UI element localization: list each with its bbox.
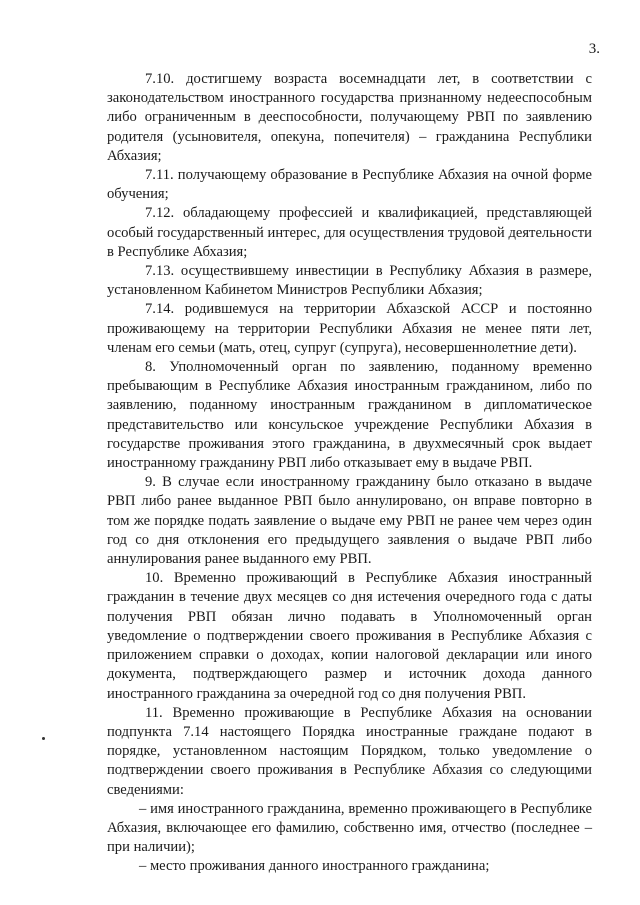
page-number: 3.: [588, 41, 600, 57]
paragraph-7-10: 7.10. достигшему возраста восемнадцати лет, в соответствии с законодательством иностранного государства признанному недееспособным либо ограниченным в дееспособности, получающему РВП по заявлению родителя (усыновителя, опекуна, попечителя) – гражданина Республики Абхазия;: [107, 71, 592, 164]
paragraph-7-11: 7.11. получающему образование в Республике Абхазия на очной форме обучения;: [107, 167, 592, 203]
paragraph-9: 9. В случае если иностранному гражданину было отказано в выдаче РВП либо ранее выданное РВП было аннулировано, он вправе повторно в том же порядке подать заявление о выдаче ему РВП не ранее чем через один год со дня отклонения его предыдущего заявления о выдаче РВП либо аннулирования ранее выданного ему РВП.: [107, 474, 592, 568]
paragraph-11: 11. Временно проживающие в Республике Абхазия на основании подпункта 7.14 настоящего Порядка иностранные граждане подают в порядке, установленном настоящим Порядком, только уведомление о подтверждении своего проживания в Республике Абхазия со следующими сведениями:: [107, 704, 592, 798]
dash-item-residence: – место проживания данного иностранного гражданина;: [139, 858, 490, 875]
document-body: [107, 70, 592, 877]
paragraph-7-13: 7.13. осуществившему инвестиции в Республику Абхазия в размере, установленном Кабинетом Министров Республики Абхазия;: [107, 263, 592, 299]
dash-item-name: – имя иностранного гражданина, временно проживающего в Республике Абхазия, включающее его фамилию, собственно имя, отчество (последнее – при наличии);: [107, 800, 592, 856]
paragraph-10: 10. Временно проживающий в Республике Абхазия иностранный гражданин в течение двух месяцев со дня истечения очередного года с даты получения РВП обязан лично подавать в Уполномоченный орган уведомление о подтверждении своего проживания в Республике Абхазия с приложением справки о доходах, копии налоговой декларации или иного документа, подтверждающего размер и источник дохода данного иностранного гражданина за очередной год со дня получения РВП.: [107, 570, 592, 702]
paragraph-8: 8. Уполномоченный орган по заявлению, поданному временно пребывающим в Республике Абхазия иностранным гражданином, либо по заявлению, поданному иностранным гражданином в дипломатическое представительство или консульское учреждение Республики Абхазия в государстве проживания этого гражданина, в двухмесячный срок выдает иностранному гражданину РВП либо отказывает ему в выдаче РВП.: [107, 359, 592, 472]
paragraph-7-12: 7.12. обладающему профессией и квалификацией, представляющей особый государственный интерес, для осуществления трудовой деятельности в Республике Абхазия;: [107, 205, 592, 260]
scan-speck: [42, 737, 45, 740]
paragraph-7-14: 7.14. родившемуся на территории Абхазской АССР и постоянно проживающему на территории Республики Абхазия не менее пяти лет, членам его семьи (мать, отец, супруг (супруга), несовершеннолетние дети).: [107, 301, 592, 356]
